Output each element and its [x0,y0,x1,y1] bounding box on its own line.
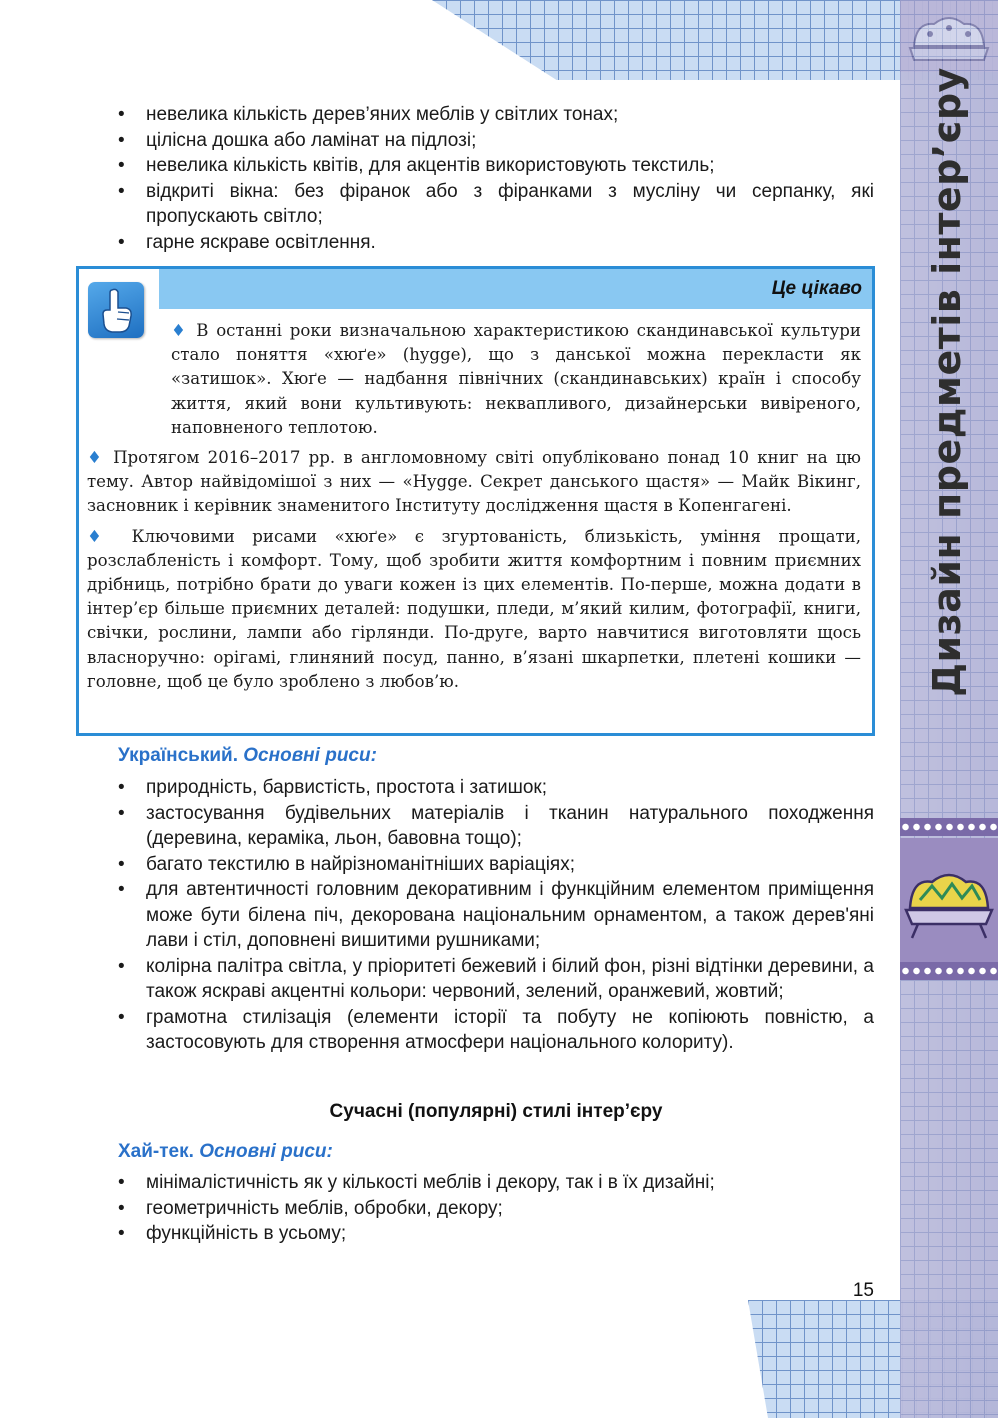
list-item: • гарне яскраве освітлення. [118,230,874,256]
ornament-strip-top [900,818,998,836]
ornament-strip-bottom [900,962,998,980]
list-item: • функційність в усьому; [118,1221,874,1247]
list-item: • колірна палітра світла, у пріоритеті бежевий і білий фон, різні відтінки деревини, а також яскраві акцентні кольори: червоний, зелений, оранжевий, жовтий; [118,954,874,1005]
list-item: • невелика кількість дерев’яних меблів у світлих тонах; [118,102,874,128]
list-item: • природність, барвистість, простота і затишок; [118,775,874,801]
info-box-text [87,319,861,700]
sidebar-title-container [905,67,989,697]
sidebar-title: Дизайн предметів інтер’єру [925,67,969,697]
list-item: • для автентичності головним декоративним і функційним елементом приміщення може бути білена піч, декорована національним орнаментом, а також дерев'яні лави і стіл, доповнені вишитими рушниками; [118,877,874,954]
list-item: • геометричність меблів, обробки, декору; [118,1196,874,1222]
page-number: 15 [852,1280,874,1301]
list-item: • цілісна дошка або ламінат на підлозі; [118,128,874,154]
list-item: • грамотна стилізація (елементи історії та побуту не копіюють повністю, а застосовують для створення атмосфери національного колориту). [118,1005,874,1056]
info-paragraph-2: ♦ Протягом 2016–2017 рр. в англомовному світі опубліковано понад 10 книг на цю тему. Автор найвідомішої з них — «Hygge. Секрет данського щастя» — Майк Вікинг, засновник і керівник знаменитого Інституту дослідження щастя в Копенгагені. [87,448,861,516]
diamond-icon: ♦ [87,526,115,546]
info-paragraph-1: ♦ В останні роки визначальною характеристикою скандинавської культури стало поняття «хюґе» (hygge), що з данської можна перекласти як «затишок». Хюґе — надбання північних (скандинавських) країн і способу життя, який вони культивують: неквапливого, дизайнерськи вивіреного, наповненого теплотою. [171,321,861,437]
diamond-icon: ♦ [171,321,189,340]
bullet-list-top [118,102,874,255]
list-item: • невелика кількість квітів, для акцентів використовують текстиль; [118,153,874,179]
info-paragraph-3: ♦ Ключовими рисами «хюґе» є згуртованість, близькість, уміння прощати, розслабленість і комфорт. Тому, щоб зробити життя комфортним і повним приємних дрібниць, потрібно брати до уваги кожен із цих елементів. По-перше, можна додати в інтер’єр більше приємних деталей: подушки, пледи, м’який килим, фотографії, книги, свічки, рослини, лампи або гірлянди. По-друге, варто навчитися виготовляти щось власноручно: орігамі, глиняний посуд, панно, в’язані шкарпетки, плетені кошики — головне, щоб це було зроблено з любов’ю. [87,526,861,691]
info-box [76,266,875,736]
sofa-illustration [900,838,998,964]
list-item: • мінімалістичність як у кількості меблів і декору, так і в їх дизайні; [118,1170,874,1196]
ukrainian-heading: Український. Основні риси: [118,745,377,766]
list-item: • багато текстилю в найрізноманітніших варіаціях; [118,852,874,878]
list-item: • застосування будівельних матеріалів і тканин натурального походження (деревина, кераміка, льон, бавовна тощо); [118,801,874,852]
section-title: Сучасні (популярні) стилі інтер’єру [329,1101,663,1122]
bullet-list-ukrainian [118,775,874,1056]
hitech-heading: Хай-тек. Основні риси: [118,1141,333,1162]
info-box-title: Це цікаво [771,278,862,299]
list-item: • відкриті вікна: без фіранок або з фіранками з мусліну чи серпанку, які пропускають світло; [118,179,874,230]
bullet-list-hitech [118,1170,874,1247]
diamond-icon: ♦ [87,448,105,468]
info-box-header [159,269,872,309]
